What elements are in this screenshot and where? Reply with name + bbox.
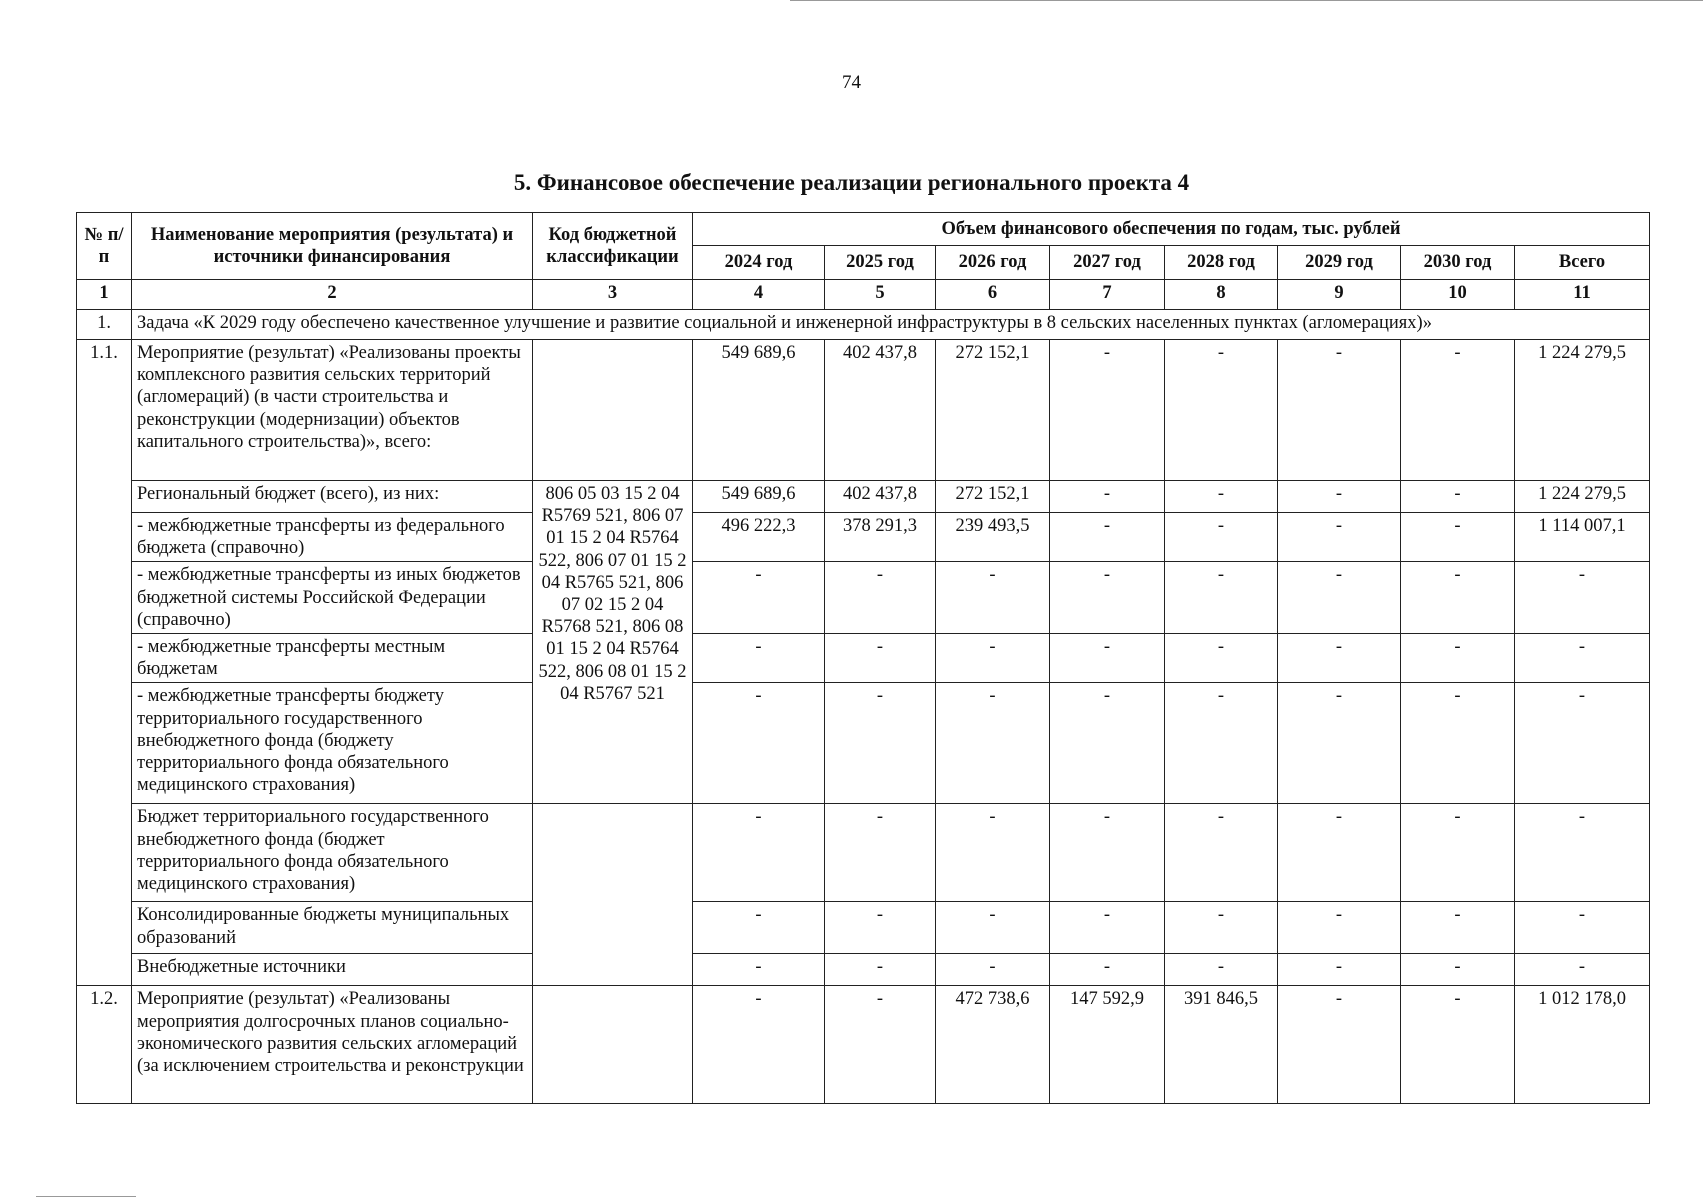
value-cell: - <box>936 902 1050 954</box>
document-title: 5. Финансовое обеспечение реализации регионального проекта 4 <box>513 170 1190 195</box>
value-cell: 496 222,3 <box>693 513 825 562</box>
column-number: 7 <box>1050 280 1165 310</box>
budget-code-cell: 806 05 03 15 2 04 R5769 521, 806 07 01 15 2 04 R5764 522, 806 07 01 15 2 04 R5765 521, 806 07 02 15 2 04 R5768 521, 806 08 01 15 2 04 R5764 522, 806 08 01 15 2 04 R5767 521 <box>533 481 693 804</box>
column-number: 8 <box>1165 280 1278 310</box>
table-row <box>77 513 1650 562</box>
header-year: 2026 год <box>936 246 1050 280</box>
value-cell: - <box>1401 562 1515 634</box>
value-cell: - <box>1401 513 1515 562</box>
value-cell: - <box>693 986 825 1104</box>
value-cell: 391 846,5 <box>1165 986 1278 1104</box>
value-cell: - <box>1401 481 1515 513</box>
value-cell: - <box>1401 804 1515 902</box>
value-cell: - <box>1050 633 1165 682</box>
value-cell: - <box>1050 804 1165 902</box>
value-cell: - <box>1050 481 1165 513</box>
value-cell: - <box>693 562 825 634</box>
header-year: 2028 год <box>1165 246 1278 280</box>
page-number: 74 <box>842 72 861 93</box>
task-text: Задача «К 2029 году обеспечено качественное улучшение и развитие социальной и инженерной инфраструктуры в 8 сельских населенных пунктах (агломерациях)» <box>132 310 1650 340</box>
header-year: 2024 год <box>693 246 825 280</box>
value-cell: - <box>1165 513 1278 562</box>
value-cell: 549 689,6 <box>693 340 825 481</box>
header-year: 2027 год <box>1050 246 1165 280</box>
value-cell: - <box>936 633 1050 682</box>
column-number: 4 <box>693 280 825 310</box>
value-cell: 402 437,8 <box>825 340 936 481</box>
column-number-row <box>77 280 1650 310</box>
value-cell: - <box>1515 633 1650 682</box>
row-name: Мероприятие (результат) «Реализованы проекты комплексного развития сельских территорий (агломераций) (в части строительства и реконструкции (модернизации) объектов капитального строительства)», всего: <box>132 340 533 481</box>
value-cell: - <box>1278 340 1401 481</box>
column-number: 11 <box>1515 280 1650 310</box>
value-cell: - <box>825 954 936 986</box>
value-cell: - <box>1515 562 1650 634</box>
value-cell: - <box>1515 902 1650 954</box>
value-cell: - <box>936 683 1050 804</box>
value-cell: - <box>1165 683 1278 804</box>
value-cell: - <box>693 954 825 986</box>
table-row <box>77 633 1650 682</box>
value-cell: - <box>1401 683 1515 804</box>
table-row <box>77 340 1650 481</box>
value-cell: - <box>825 902 936 954</box>
value-cell: - <box>825 562 936 634</box>
table-row <box>77 986 1650 1104</box>
value-cell: 378 291,3 <box>825 513 936 562</box>
value-cell: - <box>1278 683 1401 804</box>
value-cell: - <box>1515 683 1650 804</box>
value-cell: - <box>1515 804 1650 902</box>
value-cell: - <box>1278 804 1401 902</box>
column-number: 5 <box>825 280 936 310</box>
header-year: 2029 год <box>1278 246 1401 280</box>
column-number: 3 <box>533 280 693 310</box>
column-number: 9 <box>1278 280 1401 310</box>
value-cell: - <box>1278 902 1401 954</box>
row-num: 1.2. <box>77 986 132 1104</box>
value-cell: - <box>825 804 936 902</box>
row-name: Региональный бюджет (всего), из них: <box>132 481 533 513</box>
column-number: 1 <box>77 280 132 310</box>
value-cell: - <box>1050 513 1165 562</box>
value-cell: - <box>825 633 936 682</box>
table-row <box>77 481 1650 513</box>
value-cell: - <box>1401 902 1515 954</box>
value-cell: - <box>1165 340 1278 481</box>
header-total: Всего <box>1515 246 1650 280</box>
value-cell: 402 437,8 <box>825 481 936 513</box>
value-cell: - <box>693 683 825 804</box>
value-cell: 272 152,1 <box>936 481 1050 513</box>
value-cell: - <box>936 562 1050 634</box>
row-name: Бюджет территориального государственного внебюджетного фонда (бюджет территориального фонда обязательного медицинского страхования) <box>132 804 533 902</box>
header-num: № п/п <box>77 213 132 280</box>
value-cell: - <box>1050 954 1165 986</box>
column-number: 2 <box>132 280 533 310</box>
value-cell: - <box>1165 481 1278 513</box>
value-cell: - <box>1050 902 1165 954</box>
value-cell: - <box>1165 954 1278 986</box>
value-cell: - <box>1165 804 1278 902</box>
value-cell: - <box>825 986 936 1104</box>
value-cell: - <box>1401 986 1515 1104</box>
table-row <box>77 954 1650 986</box>
header-year: 2025 год <box>825 246 936 280</box>
task-num: 1. <box>77 310 132 340</box>
table-row <box>77 683 1650 804</box>
row-budget-code-empty <box>533 340 693 481</box>
scan-edge-line-top <box>790 0 1703 1</box>
value-cell: 472 738,6 <box>936 986 1050 1104</box>
table-row <box>77 902 1650 954</box>
row-budget-code-empty <box>533 986 693 1104</box>
value-cell: - <box>1278 986 1401 1104</box>
value-cell: - <box>1165 902 1278 954</box>
value-cell: - <box>1278 481 1401 513</box>
header-row-top <box>77 213 1650 246</box>
header-name: Наименование мероприятия (результата) и источники финансирования <box>132 213 533 280</box>
row-budget-code-empty <box>533 804 693 986</box>
scan-edge-line-bottom <box>36 1196 136 1197</box>
value-cell: - <box>1050 562 1165 634</box>
value-cell: 1 012 178,0 <box>1515 986 1650 1104</box>
task-row <box>77 310 1650 340</box>
row-name: - межбюджетные трансферты из иных бюджетов бюджетной системы Российской Федерации (справочно) <box>132 562 533 634</box>
row-name: Мероприятие (результат) «Реализованы мероприятия долгосрочных планов социально-экономического развития сельских агломераций (за исключением строительства и реконструкции <box>132 986 533 1104</box>
value-cell: - <box>693 902 825 954</box>
value-cell: - <box>1050 340 1165 481</box>
header-year: 2030 год <box>1401 246 1515 280</box>
table-row <box>77 562 1650 634</box>
value-cell: - <box>1050 683 1165 804</box>
value-cell: - <box>936 954 1050 986</box>
financing-table <box>76 212 1650 1104</box>
header-budget-code: Код бюджетной классификации <box>533 213 693 280</box>
column-number: 6 <box>936 280 1050 310</box>
row-name: Консолидированные бюджеты муниципальных образований <box>132 902 533 954</box>
value-cell: - <box>1278 562 1401 634</box>
value-cell: 1 224 279,5 <box>1515 481 1650 513</box>
column-number: 10 <box>1401 280 1515 310</box>
row-name: - межбюджетные трансферты из федерального бюджета (справочно) <box>132 513 533 562</box>
row-num: 1.1. <box>77 340 132 986</box>
value-cell: - <box>1401 954 1515 986</box>
value-cell: - <box>1401 340 1515 481</box>
value-cell: 239 493,5 <box>936 513 1050 562</box>
value-cell: 549 689,6 <box>693 481 825 513</box>
row-name: - межбюджетные трансферты местным бюджетам <box>132 633 533 682</box>
row-name: Внебюджетные источники <box>132 954 533 986</box>
row-name: - межбюджетные трансферты бюджету территориального государственного внебюджетного фонда (бюджету территориального фонда обязательного медицинского страхования) <box>132 683 533 804</box>
value-cell: 147 592,9 <box>1050 986 1165 1104</box>
table-row <box>77 804 1650 902</box>
value-cell: - <box>825 683 936 804</box>
value-cell: - <box>1278 633 1401 682</box>
value-cell: - <box>1165 562 1278 634</box>
value-cell: 1 114 007,1 <box>1515 513 1650 562</box>
value-cell: - <box>1515 954 1650 986</box>
value-cell: - <box>693 633 825 682</box>
value-cell: 1 224 279,5 <box>1515 340 1650 481</box>
header-financing-volume: Объем финансового обеспечения по годам, тыс. рублей <box>693 213 1650 246</box>
value-cell: - <box>1165 633 1278 682</box>
value-cell: 272 152,1 <box>936 340 1050 481</box>
value-cell: - <box>1278 954 1401 986</box>
value-cell: - <box>693 804 825 902</box>
value-cell: - <box>1278 513 1401 562</box>
value-cell: - <box>936 804 1050 902</box>
value-cell: - <box>1401 633 1515 682</box>
